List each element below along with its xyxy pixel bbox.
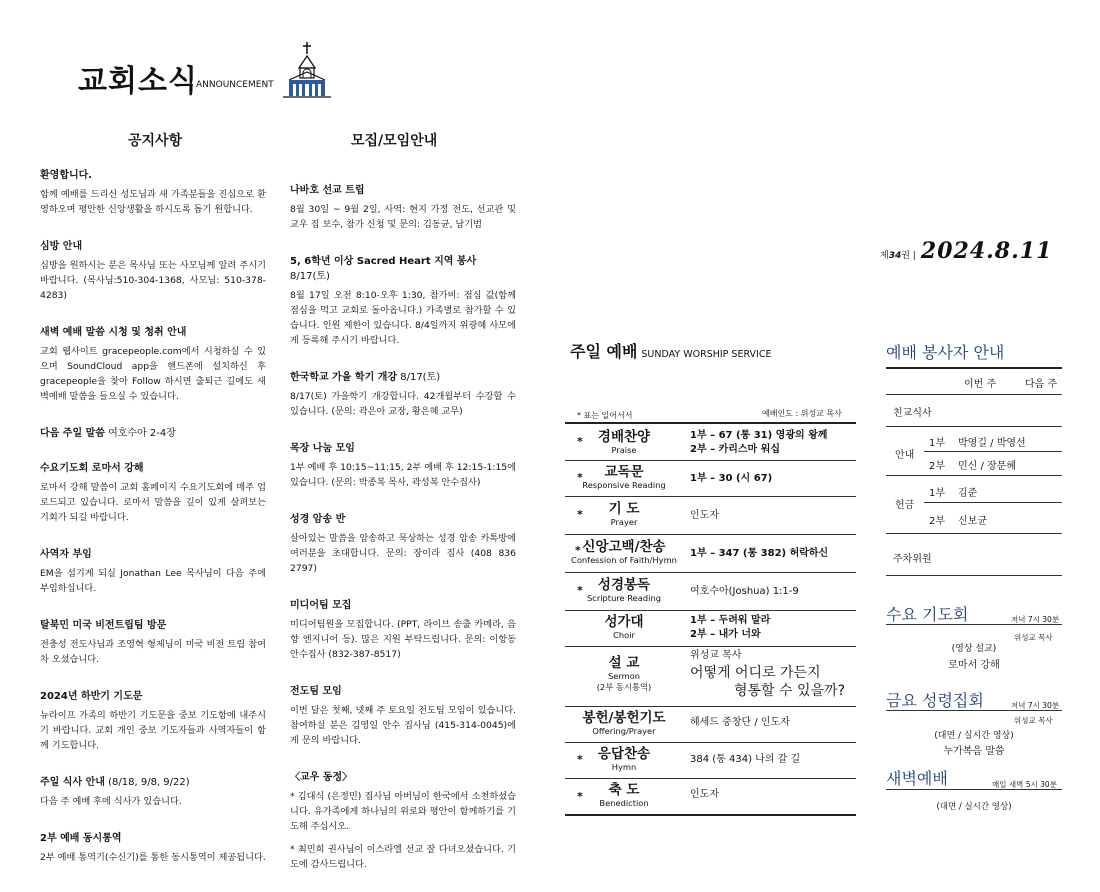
offering-2-names: 신보균	[958, 516, 987, 527]
standing-note: * 표는 일어서서	[577, 411, 633, 420]
order-detail: 헤세드 중창단 / 인도자	[690, 717, 790, 728]
standing-mark: *	[575, 544, 581, 557]
friday-format: (대면 / 실시간 영상)	[934, 731, 1014, 741]
recruit-item	[290, 368, 516, 419]
recruit-body: * 김대식 (은정민) 집사님 아버님이 한국에서 소천하셨습니다. 유가족에게 하나님의 위로와 평안이 함께하기를 기도해 주십시오.	[290, 791, 516, 832]
order-detail: 1부 – 두려워 말라	[690, 615, 771, 626]
recruit-body: 미디어팀원을 모집합니다. (PPT, 라이브 송출 카메라, 음향 엔지니어 등). 많은 지원 부탁드립니다. 문의: 이항동 안수집사 (832-387-8517)	[290, 619, 516, 660]
standing-mark: *	[577, 471, 583, 484]
offering-2-label: 2부	[929, 516, 946, 527]
wednesday-topic: 로마서 강해	[948, 660, 1000, 671]
order-name: 신앙고백/찬송	[582, 539, 666, 555]
sermon-title-2: 형통할 수 있을까?	[734, 683, 845, 699]
wednesday-speaker: 위성교 목사	[1014, 633, 1053, 642]
wednesday-title: 수요 기도회	[886, 605, 969, 624]
servants-title: 예배 봉사자 안내	[886, 343, 1005, 362]
friday-speaker: 위성교 목사	[1014, 716, 1053, 725]
notice-item	[40, 166, 266, 217]
notice-item	[40, 424, 266, 439]
recruit-body: 8/17(토) 가을학기 개강합니다. 42개월부터 수강할 수 있습니다. (문의: 곽은아 교장, 황은혜 교무)	[290, 391, 516, 417]
order-detail: 인도자	[690, 510, 719, 521]
notice-item	[40, 687, 266, 753]
notice-body: 뉴라이프 가족의 하반기 기도문을 중보 기도함에 내주시기 바랍니다. 교회 개인 중보 기도자들과 사역자들이 함께 기도합니다.	[40, 710, 266, 751]
worship-row	[565, 778, 856, 816]
worship-row	[565, 610, 856, 647]
divider	[886, 475, 1062, 476]
sermon-title-1: 어떻게 어디로 가든지	[690, 665, 821, 681]
order-detail: 1부 – 30 (시 67)	[690, 473, 773, 484]
offering-1-names: 김준	[958, 488, 978, 499]
wednesday-format: (영상 설교)	[951, 644, 997, 654]
friday-time: 저녁 7시 30분	[1011, 701, 1060, 710]
notice-item	[40, 616, 266, 667]
notice-item	[40, 829, 266, 865]
page-title: 교회소식	[78, 64, 198, 99]
offering-1-label: 1부	[929, 488, 946, 499]
notice-body: 교회 웹사이트 gracepeople.com에서 시청하실 수 있으며 SoundCloud app을 핸드폰에 설치하신 후 gracepeople을 찾아 Follow 하시면 출퇴근 길에도 새벽예배 말씀을 들으실 수 있습니다.	[40, 346, 266, 402]
order-detail: 위성교 목사	[690, 650, 742, 661]
order-name: 교독문	[604, 464, 644, 480]
recruit-title: 목장 나눔 모임	[290, 443, 355, 454]
recruit-title: 전도팀 모임	[290, 686, 342, 697]
notice-item	[40, 545, 266, 596]
notice-item	[40, 237, 266, 303]
notice-title: 다음 주일 말씀	[40, 428, 105, 439]
notice-body: EM을 섬기게 되실 Jonathan Lee 목사님이 다음 주에 부임하십니다.	[40, 568, 266, 594]
church-icon	[283, 40, 331, 98]
notices-column	[40, 166, 266, 885]
recruit-body: 이번 달은 첫째, 넷째 주 토요일 전도팀 모임이 있습니다. 참여하실 분은 김영일 안수 집사님 (415-314-0045)에게 문의 바랍니다.	[290, 705, 516, 746]
next-week-header: 다음 주	[1025, 379, 1058, 390]
divider	[886, 575, 1062, 576]
issue-date: 2024.8.11	[920, 238, 1053, 264]
divider	[886, 426, 1062, 427]
this-week-header: 이번 주	[964, 379, 997, 390]
parking-label: 주차위원	[893, 554, 932, 565]
worship-row	[565, 534, 856, 573]
recruit-item	[290, 181, 516, 232]
worship-row	[565, 742, 856, 779]
volume-number: 34	[888, 251, 902, 261]
divider	[886, 367, 1062, 369]
order-name-en: Benediction	[599, 798, 649, 808]
standing-mark: *	[577, 584, 583, 597]
guide-2-label: 2부	[929, 461, 946, 472]
recruit-item	[290, 252, 516, 348]
worship-title: 주일 예배	[570, 342, 638, 361]
notice-body: 2부 예배 통역기(수신기)를 통한 동시통역이 제공됩니다.	[40, 852, 266, 863]
issue-date-block	[880, 238, 1052, 264]
dawn-time: 매일 새벽 5시 30분	[992, 780, 1057, 789]
recruit-item	[290, 768, 516, 834]
recruit-extra: 8/17(토)	[397, 372, 441, 383]
notices-heading: 공지사항	[128, 133, 183, 149]
order-detail: 2부 – 내가 너와	[690, 629, 761, 640]
order-name: 봉헌/봉헌기도	[582, 710, 666, 726]
recruit-item	[290, 596, 516, 662]
worship-row	[565, 496, 856, 535]
order-name: 응답찬송	[597, 746, 651, 762]
order-name-en: Prayer	[610, 517, 638, 527]
order-name-en: Hymn	[611, 762, 637, 772]
worship-row	[565, 572, 856, 611]
notice-item	[40, 459, 266, 525]
guide-1-label: 1부	[929, 438, 946, 449]
standing-mark: *	[577, 790, 583, 803]
divider	[924, 451, 1062, 452]
notice-title: 2024년 하반기 기도문	[40, 691, 143, 702]
wednesday-time: 저녁 7시 30분	[1011, 615, 1060, 624]
dawn-title: 새벽예배	[886, 769, 948, 788]
recruit-title: 미디어팀 모집	[290, 600, 352, 611]
order-name: 성경봉독	[597, 577, 651, 593]
notice-extra: (8/18, 9/8, 9/22)	[104, 777, 190, 788]
divider	[924, 502, 1062, 503]
recruit-extra: 8/17(토)	[290, 271, 330, 282]
recruit-body: 살아있는 말씀을 암송하고 묵상하는 성경 암송 카톡방에 여러분을 초대합니다. 문의: 장이라 집사 (408 836 2797)	[290, 533, 516, 574]
recruit-heading: 모집/모임안내	[351, 133, 438, 149]
standing-mark: *	[577, 435, 583, 448]
order-name: 경배찬양	[597, 429, 651, 445]
order-name-note: (2부 동시통역)	[596, 682, 652, 692]
recruit-item	[290, 842, 516, 872]
order-name: 기 도	[608, 501, 640, 517]
recruit-title: 한국학교 가을 학기 개강	[290, 372, 398, 383]
worship-row	[565, 706, 856, 743]
notice-title: 사역자 부임	[40, 549, 92, 560]
recruit-title: 5, 6학년 이상 Sacred Heart 지역 봉사	[290, 256, 477, 267]
standing-mark: *	[577, 508, 583, 521]
guide-2-names: 민신 / 장문혜	[958, 461, 1017, 472]
order-detail: 인도자	[690, 789, 719, 800]
volume-suffix: 권 |	[901, 251, 916, 261]
notice-title: 심방 안내	[40, 241, 83, 252]
order-name-en: Sermon	[607, 671, 641, 681]
order-detail: 1부 – 347 (통 382) 허락하신	[690, 548, 829, 559]
guide-1-names: 박영길 / 박영선	[958, 438, 1026, 449]
notice-item	[40, 323, 266, 404]
order-detail: 여호수아(Joshua) 1:1-9	[690, 586, 799, 597]
notice-title: 환영합니다.	[40, 170, 93, 181]
worship-title-en: SUNDAY WORSHIP SERVICE	[641, 349, 772, 360]
friday-title: 금요 성령집회	[886, 691, 984, 710]
order-detail: 2부 – 카리스마 워십	[690, 444, 781, 455]
order-name-en: Offering/Prayer	[592, 726, 656, 736]
page-subtitle: ANNOUNCEMENT	[196, 80, 274, 90]
order-name: 설 교	[608, 655, 640, 671]
recruit-item	[290, 682, 516, 748]
notice-body: 심방을 원하시는 분은 목사님 또는 사모님께 알려 주시기 바랍니다. (목사님:510-304-1368, 사모님: 510-378-4283)	[40, 260, 266, 301]
recruit-title: 성경 암송 반	[290, 514, 346, 525]
worship-title-block	[570, 339, 771, 362]
notice-body: 다음 주 예배 후에 식사가 있습니다.	[40, 796, 182, 807]
recruit-body: 8월 30일 ~ 9월 2일, 사역: 현지 가정 전도, 선교관 및 교우 집 보수, 참가 신청 및 문의: 김동균, 남기범	[290, 204, 516, 230]
guide-label: 안내	[895, 450, 915, 461]
recruit-title: 〈교우 동정〉	[290, 772, 353, 783]
dawn-format: (대면 / 실시간 영상)	[936, 802, 1012, 812]
notice-body: 로마서 강해 말씀이 교회 홈페이지 수요기도회에 매주 업로드되고 있습니다. 로마서 말씀을 깊이 있게 살펴보는 기회가 되길 바랍니다.	[40, 482, 266, 523]
recruit-column	[290, 181, 516, 892]
meal-label: 친교식사	[893, 408, 932, 419]
order-name-en: Choir	[613, 630, 635, 640]
order-name-en: Praise	[611, 445, 637, 455]
notice-item	[40, 773, 266, 809]
offering-label: 헌금	[895, 500, 915, 511]
worship-row	[565, 424, 856, 461]
order-name-en: Confession of Faith/Hymn	[571, 555, 677, 565]
notice-body: 전충성 전도사님과 조영혁 형제님이 미국 비전 트립 참여차 오셨습니다.	[40, 639, 266, 665]
order-name: 성가대	[604, 614, 644, 630]
notice-title: 2부 예배 동시통역	[40, 833, 122, 844]
order-name-en: Scripture Reading	[587, 593, 661, 603]
order-detail: 384 (통 434) 나의 갈 길	[690, 754, 801, 765]
friday-topic: 누가복음 말씀	[943, 746, 1005, 757]
order-detail: 1부 – 67 (통 31) 영광의 왕께	[690, 430, 828, 441]
notice-title: 수요기도회 로마서 강해	[40, 463, 144, 474]
recruit-title: 나바호 선교 트립	[290, 185, 365, 196]
volume-prefix: 제	[880, 251, 889, 261]
notice-title: 탈북민 미국 비전트립팀 방문	[40, 620, 167, 631]
divider	[886, 394, 1062, 395]
recruit-body: 1부 예배 후 10:15~11:15, 2부 예배 후 12:15-1:15에 있습니다. (문의: 박종복 목사, 곽성복 안수집사)	[290, 462, 517, 488]
notice-title: 주일 식사 안내	[40, 777, 105, 788]
worship-row	[565, 646, 856, 707]
notice-extra: 여호수아 2-4장	[104, 428, 176, 439]
worship-row	[565, 460, 856, 497]
notice-title: 새벽 예배 말씀 시청 및 청취 안내	[40, 327, 187, 338]
recruit-body: 8월 17일 오전 8:10-오후 1:30, 참가비: 점심 값(함께 점심을 먹고 교회로 돌아옵니다.) 가족별로 참가할 수 있습니다. 인원 제한이 있습니다. 8/4일까지 위광혜 사모에게 등록해 주시기 바랍니다.	[290, 290, 516, 346]
order-name-en: Responsive Reading	[582, 480, 666, 490]
recruit-body: * 최민희 권사님이 이스라엘 선교 잘 다녀오셨습니다. 기도에 감사드립니다.	[290, 844, 516, 870]
order-name: 축 도	[608, 782, 640, 798]
divider	[886, 533, 1062, 534]
standing-mark: *	[577, 753, 583, 766]
worship-leader: 예배인도 : 위성교 목사	[762, 409, 842, 418]
recruit-item	[290, 510, 516, 576]
recruit-item	[290, 439, 516, 490]
notice-body: 함께 예배를 드리신 성도님과 새 가족분들을 진심으로 환영하오며 평안한 신앙생활을 하시도록 돕기 원합니다.	[40, 189, 266, 215]
